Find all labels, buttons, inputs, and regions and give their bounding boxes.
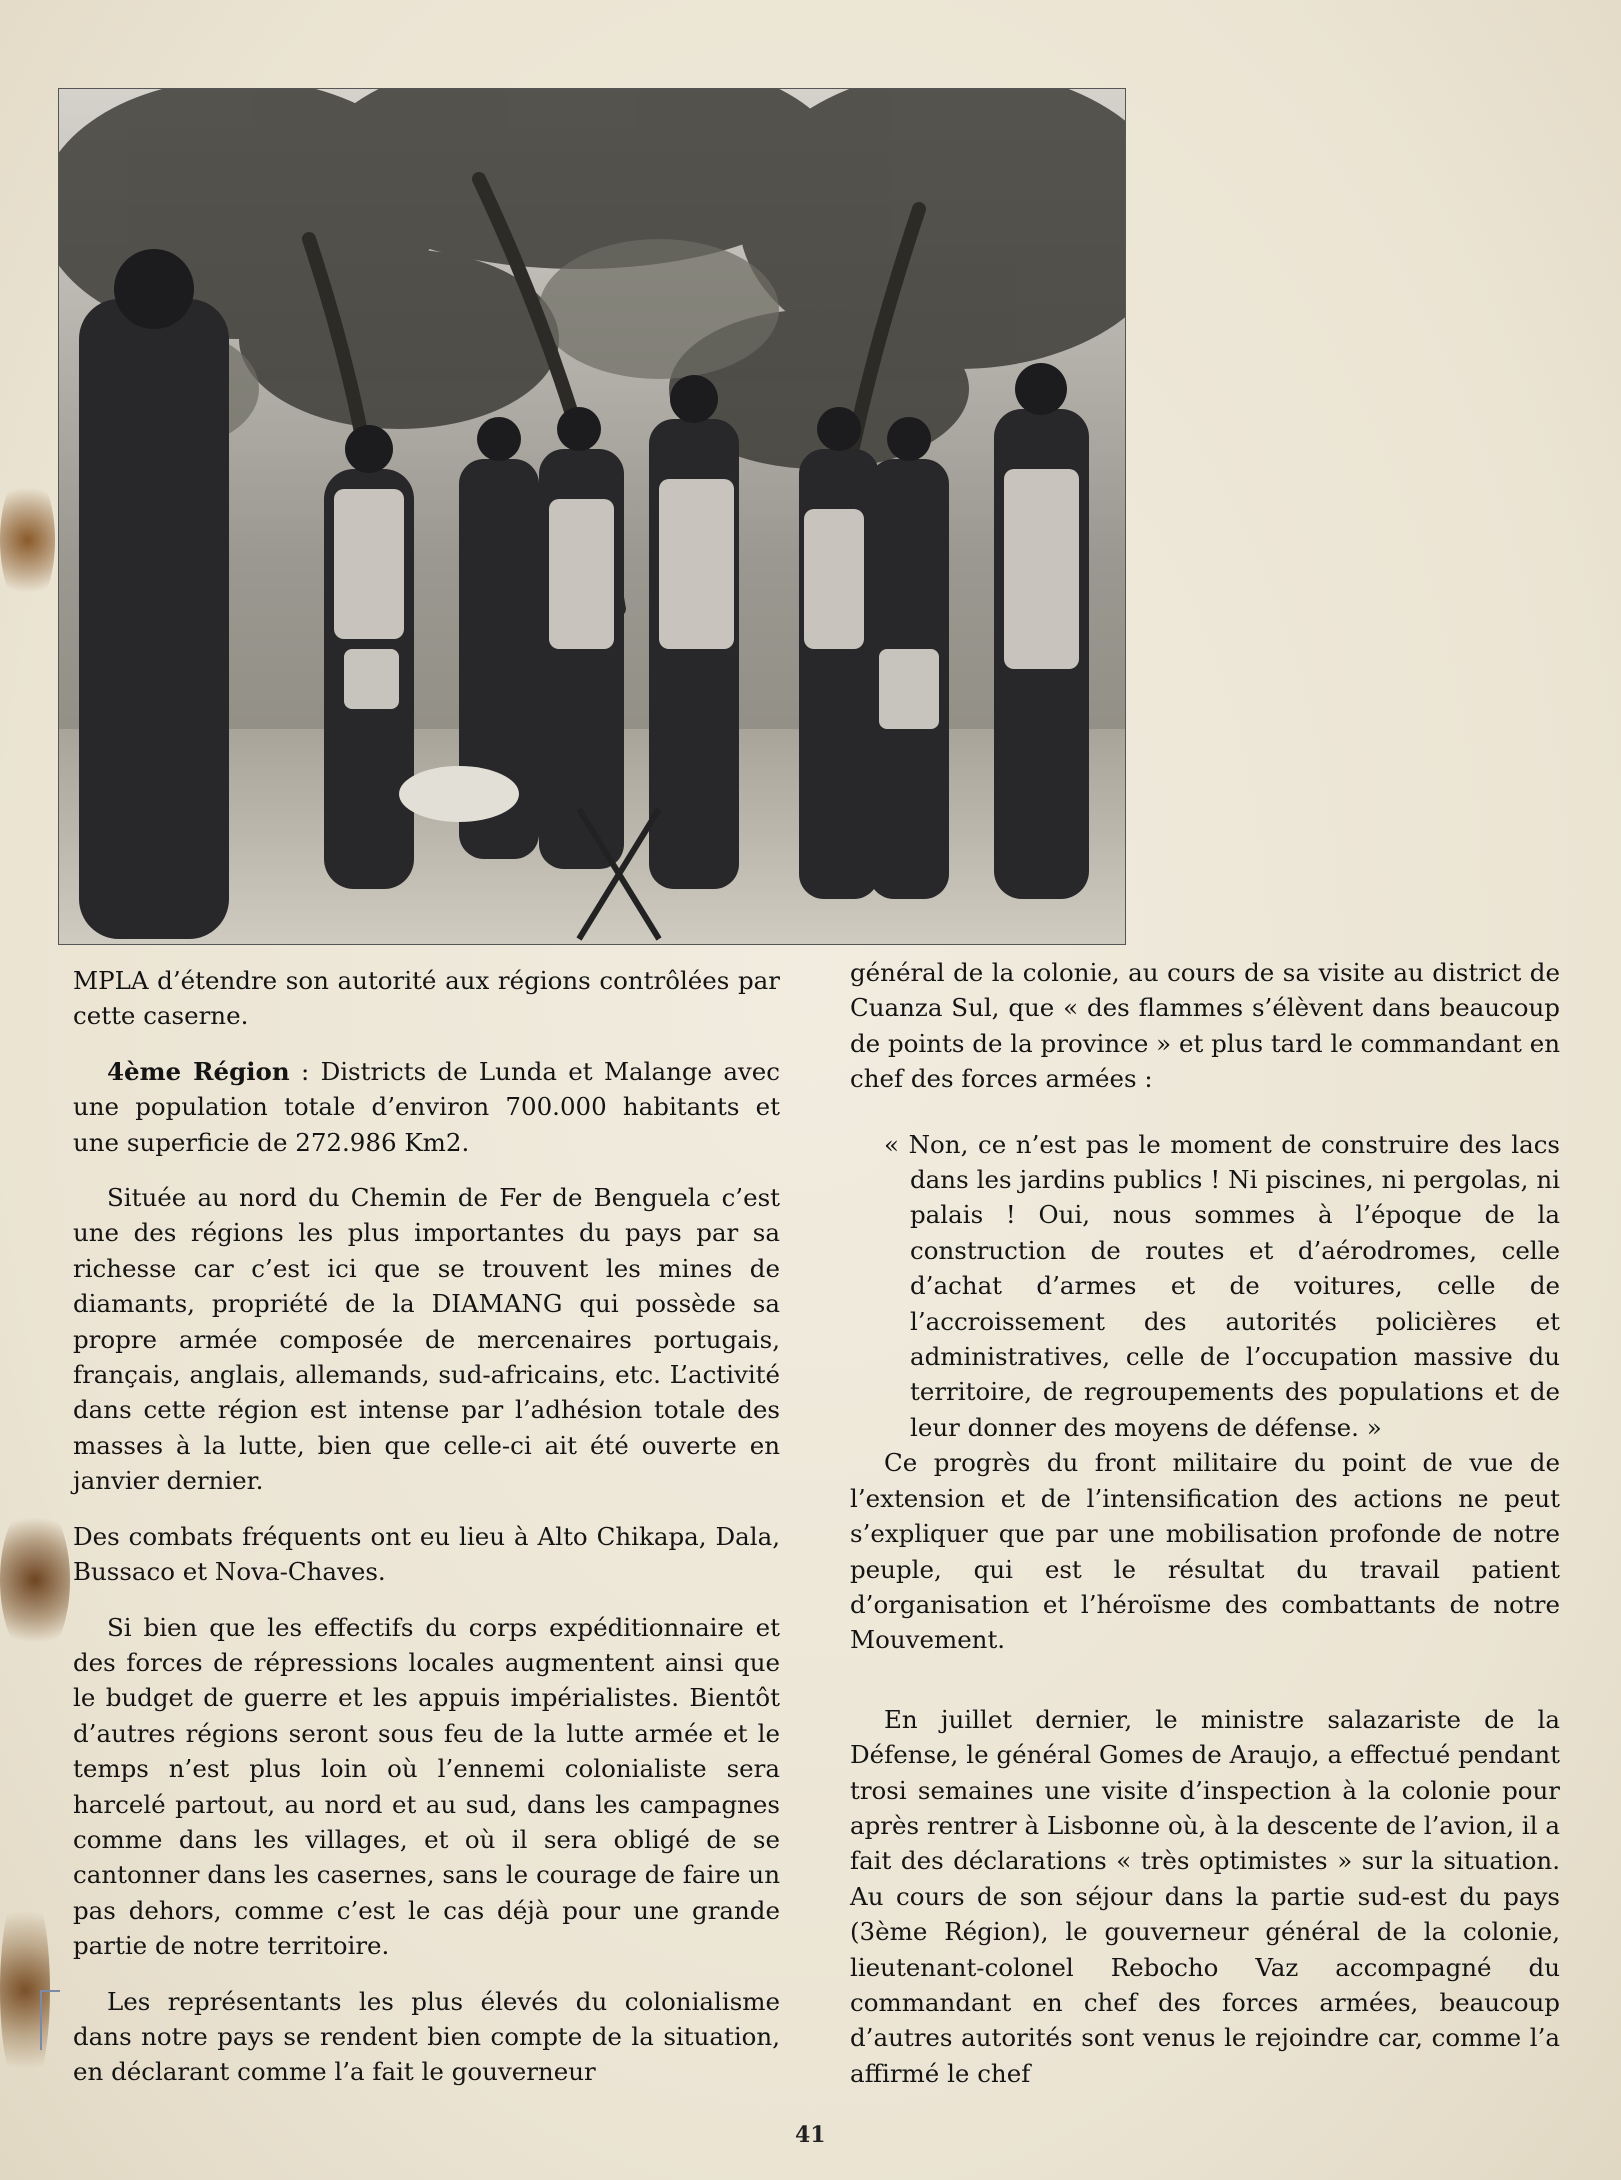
quote-paragraph: « Non, ce n’est pas le moment de construire des lacs dans les jardins publics ! Ni piscines, ni pergolas, ni palais ! Oui, nous sommes à l’époque de la construction de routes et d’aérodromes, celle d’achat d’armes et de voitures, celle de l’accroissement des autorités policières et administratives, celle de l’occupation massive du territoire, de regroupements des populations et de leur donner des moyens de défense. »	[884, 1129, 1560, 1442]
bleed-through-text	[1130, 70, 1600, 970]
paragraph: Des combats fréquents ont eu lieu à Alto Chikapa, Dala, Bussaco et Nova-Chaves.	[73, 1521, 780, 1587]
region-separator: :	[289, 1056, 321, 1086]
stain-mid-left	[0, 1500, 70, 1660]
paragraph: Si bien que les effectifs du corps expéditionnaire et des forces de répressions locales augmentent ainsi que le budget de guerre et les appuis impérialistes. Bientôt d’autres régions seront sous feu de la lutte armée et le temps n’est plus loin où l’ennemi colonialiste sera harcelé partout, au nord et au sud, dans les campagnes comme dans les villages, et où il sera obligé de se cantonner dans les casernes, sans le courage de faire un pas dehors, comme c’est le cas déjà pour une grande partie de notre territoire.	[73, 1612, 780, 1961]
stain-top-left	[0, 470, 55, 610]
paragraph: Située au nord du Chemin de Fer de Benguela c’est une des régions les plus importantes du pays par sa richesse car c’est ici que se trouvent les mines de diamants, propriété de la DIAMANG qui possède sa propre armée composée de mercenaires portugais, français, anglais, allemands, sud-africains, etc. L’activité dans cette région est intense par l’adhésion totale des masses à la lutte, bien que celle-ci ait été ouverte en janvier dernier.	[73, 1183, 780, 1496]
margin-pen-mark	[40, 1990, 60, 2050]
region-heading: 4ème Région	[107, 1056, 290, 1086]
page-number: 41	[795, 2122, 826, 2148]
photo-illustration	[59, 89, 1125, 944]
left-column	[73, 963, 780, 2090]
paragraph: En juillet dernier, le ministre salazariste de la Défense, le général Gomes de Araujo, a effectué pendant trosi semaines une visite d’inspection à la colonie pour après rentrer à Lisbonne où, à la descente de l’avion, il a fait des déclarations « très optimistes » sur la situation. Au cours de son séjour dans la partie sud-est du pays (3ème Région), le gouverneur général de la colonie, lieutenant-colonel Rebocho Vaz accompagné du commandant en chef des forces armées, beaucoup d’autres autorités sont venus le rejoindre car, comme l’a affirmé le chef	[850, 1704, 1560, 2088]
paragraph: général de la colonie, au cours de sa visite au district de Cuanza Sul, que « des flammes s’élèvent dans beaucoup de points de la province » et plus tard le commandant en chef des forces armées :	[850, 958, 1560, 1094]
right-column	[850, 955, 1560, 2091]
photograph	[58, 88, 1126, 945]
paragraph: MPLA d’étendre son autorité aux régions contrôlées par cette caserne.	[73, 966, 780, 1031]
paragraph: Les représentants les plus élevés du colonialisme dans notre pays se rendent bien compte de la situation, en déclarant comme l’a fait le gouverneur	[73, 1986, 780, 2087]
paragraph: Ce progrès du front militaire du point de vue de l’extension et de l’intensification des actions ne peut s’expliquer que par une mobilisation profonde de notre peuple, qui est le résultat du travail patient d’organisation et l’héroïsme des combattants de notre Mouvement.	[850, 1448, 1560, 1655]
region-text: Districts de Lunda et Malange avec une population totale d’environ 700.000 habitants et une superficie de 272.986 Km2.	[73, 1056, 780, 1157]
paragraph-region-4	[73, 1054, 780, 1160]
